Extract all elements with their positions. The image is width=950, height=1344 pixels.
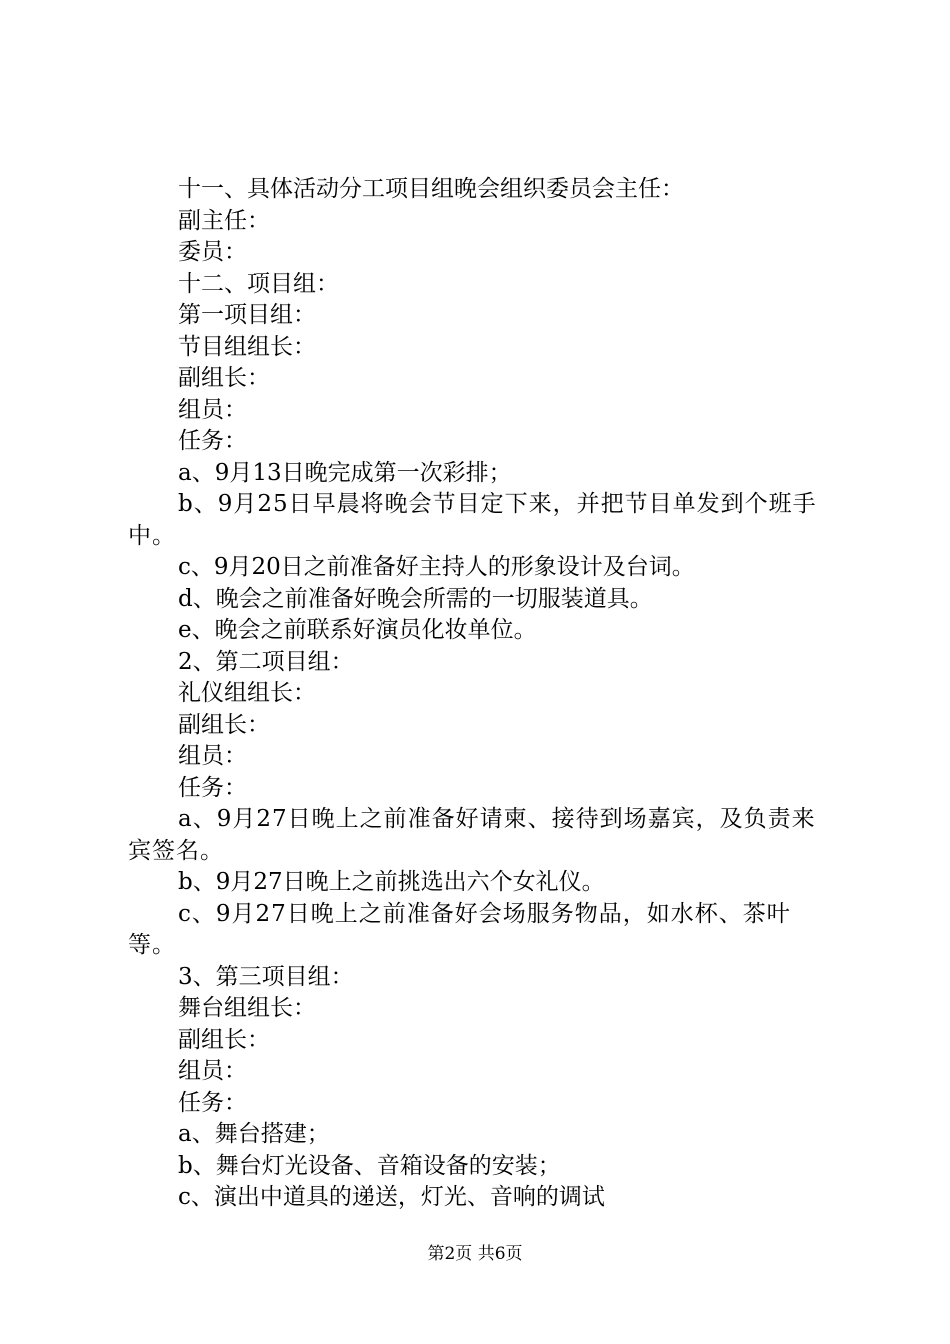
page-footer [0,1243,950,1265]
page-number: 第2页 共6页 [427,1244,523,1264]
text-line: 副组长： [178,1026,270,1053]
text-line: 舞台组组长： [178,995,316,1021]
text-line: 副组长： [178,365,270,391]
text-line: 第一项目组： [178,302,316,328]
text-line: 任务： [178,774,247,801]
text-line: 礼仪组组长： [178,680,316,706]
text-line: b、舞台灯光设备、音箱设备的安装； [178,1152,561,1179]
text-line: 十一、具体活动分工项目组晚会组织委员会主任： [178,176,684,202]
text-line: 2、第二项目组： [178,648,354,675]
text-line: 任务： [178,1089,247,1116]
text-line: c、9月20日之前准备好主持人的形象设计及台词。 [178,554,695,580]
text-line: b、9月27日晚上之前挑选出六个女礼仪。 [178,869,605,895]
text-line: 3、第三项目组： [178,963,354,990]
text-line: c、演出中道具的递送，灯光、音响的调试 [178,1184,605,1210]
document-body [128,174,832,1214]
text-line: a、舞台搭建； [178,1121,330,1147]
text-line: e、晚会之前联系好演员化妆单位。 [178,617,537,643]
text-line: 委员： [178,239,247,265]
text-paragraph: a、9月27日晚上之前准备好请柬、接待到场嘉宾，及负责来宾签名。 [128,806,816,864]
text-line: 组员： [178,1058,247,1084]
text-line: 任务： [178,428,247,454]
text-line: 组员： [178,743,247,769]
text-line: 副组长： [178,711,270,738]
text-paragraph: c、9月27日晚上之前准备好会场服务物品，如水杯、茶叶等。 [128,900,791,958]
text-line: 组员： [178,396,247,423]
text-line: d、晚会之前准备好晚会所需的一切服装道具。 [178,585,653,612]
text-line: 副主任： [178,207,270,234]
text-paragraph: b、9月25日早晨将晚会节目定下来，并把节目单发到个班手中。 [128,491,817,549]
text-line: 十二、项目组： [178,270,339,297]
text-line: 节目组组长： [178,333,316,360]
text-line: a、9月13日晚完成第一次彩排； [178,459,512,486]
